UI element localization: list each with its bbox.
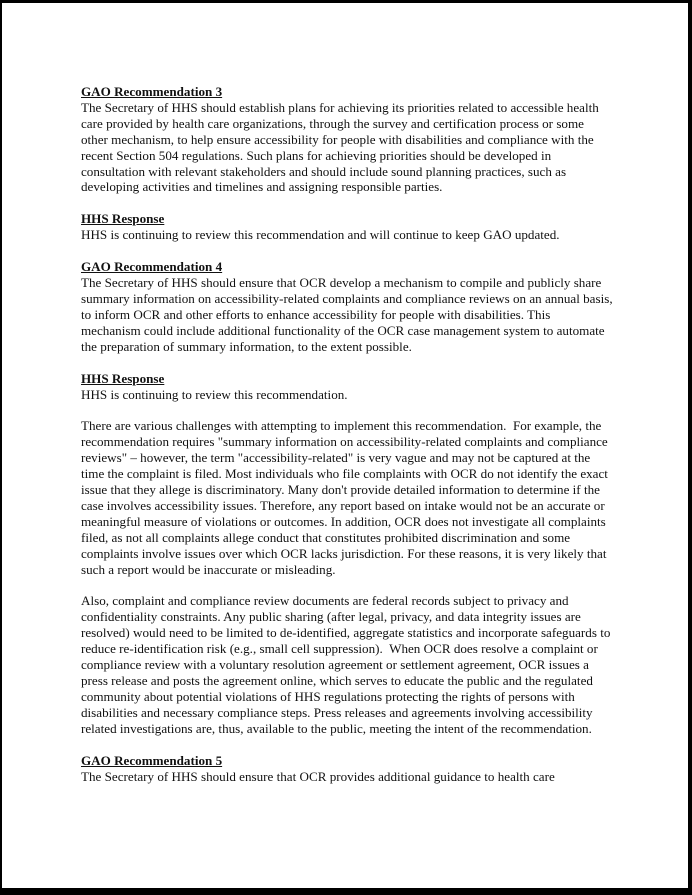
paragraph-privacy-constraints: Also, complaint and compliance review documents are federal records subject to privacy and confidentiality constraints. Any public sharing (after legal, privacy, and data integrity issues are resolved) would need to be limited to de-identified, aggregate statistics and incorporate safeguards to reduce re-identification risk (e.g., small cell suppression). When OCR does resolve a complaint or compliance review with a voluntary resolution agreement or settlement agreement, OCR issues a press release and posts the agreement online, which serves to educate the public and the regulated community about potential violations of HHS regulations protecting the rights of persons with disabilities and necessary compliance steps. Press releases and agreements involving accessibility related investigations are, thus, available to the public, meeting the intent of the recommendation. [81, 593, 614, 736]
heading-gao-recommendation-4: GAO Recommendation 4 [81, 259, 223, 275]
heading-gao-recommendation-5: GAO Recommendation 5 [81, 752, 223, 768]
heading-hhs-response-2: HHS Response [81, 370, 165, 386]
heading-gao-recommendation-3: GAO Recommendation 3 [81, 84, 223, 99]
paragraph-challenges: There are various challenges with attempting to implement this recommendation. For example, the recommendation requires "summary information on accessibility-related complaints and compliance reviews" – however, the term "accessibility-related" is very vague and may not be captured at the time the complaint is filed. Most individuals who file complaints with OCR do not identify the exact issue that they allege is discriminatory. Many don't provide detailed information to determine if the case involves accessibility issues. Therefore, any report based on intake would not be an accurate or meaningful measure of violations or outcomes. In addition, OCR does not investigate all complaints filed, as not all complaints allege conduct that constitutes prohibited discrimination and some complaints involve issues over which OCR lacks jurisdiction. For these reasons, it is very likely that such a report would be inaccurate or misleading. [81, 418, 612, 577]
paragraph-hhs-response-1: HHS is continuing to review this recommendation and will continue to keep GAO updated. [81, 227, 560, 243]
paragraph-gao-recommendation-3: The Secretary of HHS should establish plans for achieving its priorities related to accessible health care provided by health care organizations, through the survey and certification process or some other mechanism, to help ensure accessibility for people with disabilities and compliance with the recent Section 504 regulations. Such plans for achieving priorities should be developed in consultation with relevant stakeholders and should include sound planning practices, such as developing activities and timelines and assigning responsible parties. [81, 99, 603, 195]
paragraph-gao-recommendation-5: The Secretary of HHS should ensure that OCR provides additional guidance to health care [81, 768, 555, 784]
paragraph-gao-recommendation-4: The Secretary of HHS should ensure that OCR develop a mechanism to compile and publicly share summary information on accessibility-related complaints and compliance reviews on an annual basis, to inform OCR and other efforts to enhance accessibility for people with disabilities. This mechanism could include additional functionality of the OCR case management system to automate the preparation of summary information, to the extent possible. [81, 275, 616, 354]
document-content [81, 84, 616, 784]
paragraph-hhs-response-2: HHS is continuing to review this recommendation. [81, 386, 348, 402]
heading-hhs-response-1: HHS Response [81, 211, 165, 227]
